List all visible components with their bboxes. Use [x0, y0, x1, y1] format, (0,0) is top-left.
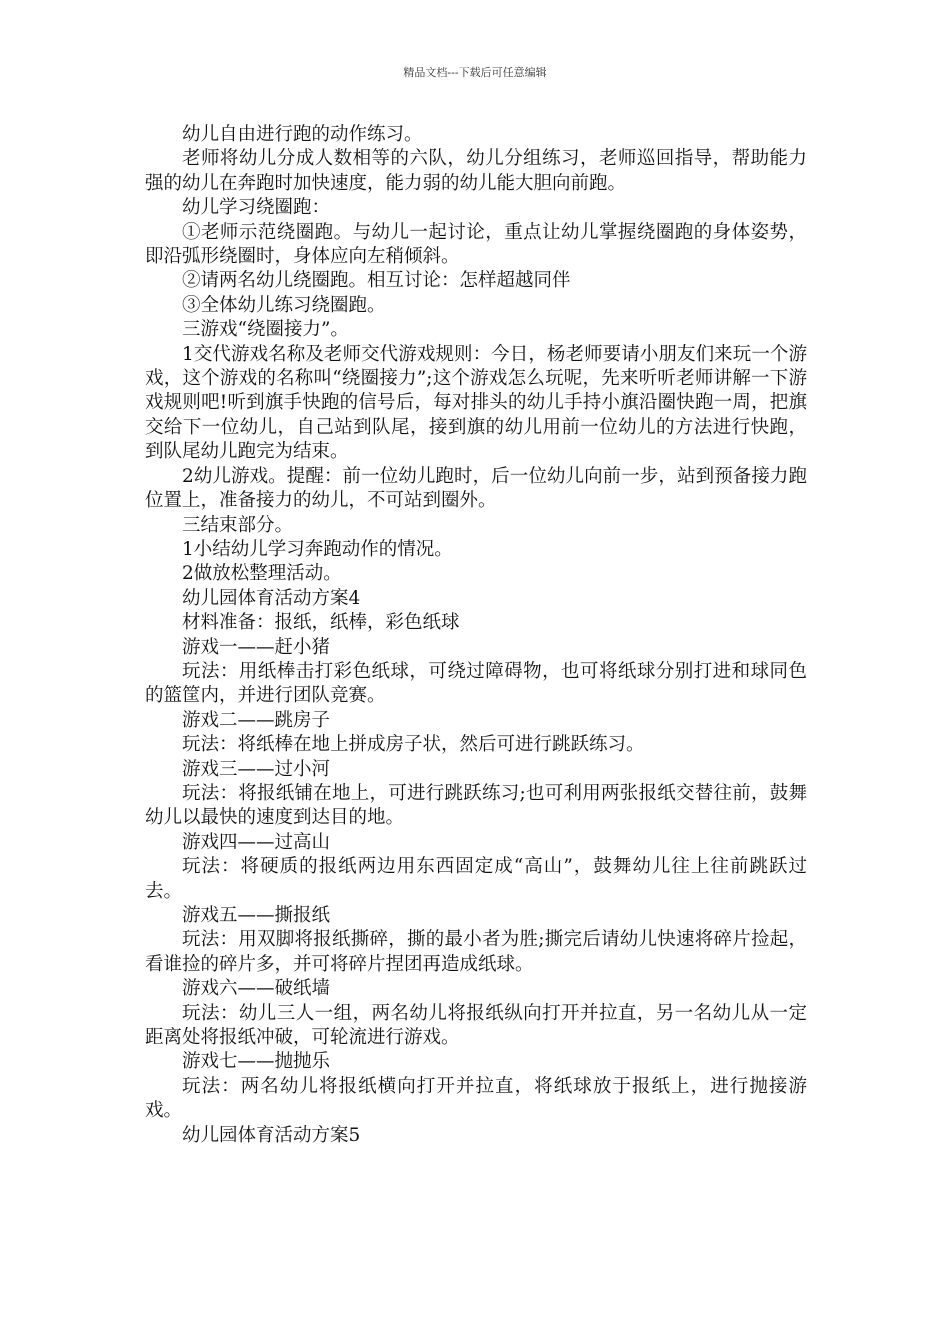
paragraph: 玩法：幼儿三人一组，两名幼儿将报纸纵向打开并拉直，另一名幼儿从一定距离处将报纸冲破，可轮流进行游戏。	[145, 1002, 807, 1049]
paragraph: 幼儿自由进行跑的动作练习。	[182, 124, 423, 145]
paragraph: 玩法：用纸棒击打彩色纸球，可绕过障碍物，也可将纸球分别打进和球同色的篮筐内，并进行团队竞赛。	[145, 660, 807, 707]
paragraph: 1小结幼儿学习奔跑动作的情况。	[182, 538, 453, 560]
section-heading: 三游戏“绕圈接力”。	[182, 319, 349, 341]
game-title: 游戏三——过小河	[182, 758, 331, 780]
paragraph: 玩法：两名幼儿将报纸横向打开并拉直，将纸球放于报纸上，进行抛接游戏。	[145, 1075, 807, 1122]
plan-title: 幼儿园体育活动方案4	[182, 587, 361, 609]
document-body	[145, 123, 807, 1148]
section-heading: 三结束部分。	[182, 514, 294, 536]
paragraph: 玩法：将硬质的报纸两边用东西固定成“高山”，鼓舞幼儿往上往前跳跃过去。	[145, 856, 807, 902]
paragraph: 玩法：将纸棒在地上拼成房子状，然后可进行跳跃练习。	[182, 734, 645, 756]
paragraph: 玩法：将报纸铺在地上，可进行跳跃练习;也可利用两张报纸交替往前，鼓舞幼儿以最快的速度到达目的地。	[145, 782, 807, 829]
paragraph: ②请两名幼儿绕圈跑。相互讨论：怎样超越同伴	[182, 270, 571, 292]
paragraph: ③全体幼儿练习绕圈跑。	[182, 294, 386, 316]
game-title: 游戏六——破纸墙	[182, 978, 331, 1000]
game-title: 游戏一——赶小猪	[182, 636, 331, 658]
paragraph: ①老师示范绕圈跑。与幼儿一起讨论，重点让幼儿掌握绕圈跑的身体姿势，即沿弧形绕圈时，身体应向左稍倾斜。	[145, 221, 807, 268]
paragraph: 幼儿学习绕圈跑：	[182, 197, 331, 219]
game-title: 游戏五——撕报纸	[182, 905, 331, 926]
game-title: 游戏四——过高山	[182, 831, 331, 853]
game-title: 游戏二——跳房子	[182, 709, 331, 731]
paragraph: 1交代游戏名称及老师交代游戏规则：今日，杨老师要请小朋友们来玩一个游戏，这个游戏的名称叫“绕圈接力”;这个游戏怎么玩呢，先来听听老师讲解一下游戏规则吧!听到旗手快跑的信号后，每对排头的幼儿手持小旗沿圈快跑一周，把旗交给下一位幼儿，自己站到队尾，接到旗的幼儿用前一位幼儿的方法进行快跑，到队尾幼儿跑完为结束。	[145, 343, 807, 463]
game-title: 游戏七——抛抛乐	[182, 1051, 331, 1073]
paragraph: 玩法：用双脚将报纸撕碎，撕的最小者为胜;撕完后请幼儿快速将碎片捡起，看谁捡的碎片多，并可将碎片捏团再造成纸球。	[145, 929, 807, 975]
paragraph: 材料准备：报纸，纸棒，彩色纸球	[182, 612, 460, 634]
plan-title: 幼儿园体育活动方案5	[182, 1124, 361, 1146]
paragraph: 老师将幼儿分成人数相等的六队，幼儿分组练习，老师巡回指导，帮助能力强的幼儿在奔跑时加快速度，能力弱的幼儿能大胆向前跑。	[145, 148, 807, 194]
paragraph: 2做放松整理活动。	[182, 563, 342, 585]
paragraph: 2幼儿游戏。提醒：前一位幼儿跑时，后一位幼儿向前一步，站到预备接力跑位置上，准备接力的幼儿，不可站到圈外。	[145, 465, 807, 512]
page-header: 精品文档---下载后可任意编辑	[403, 66, 547, 79]
